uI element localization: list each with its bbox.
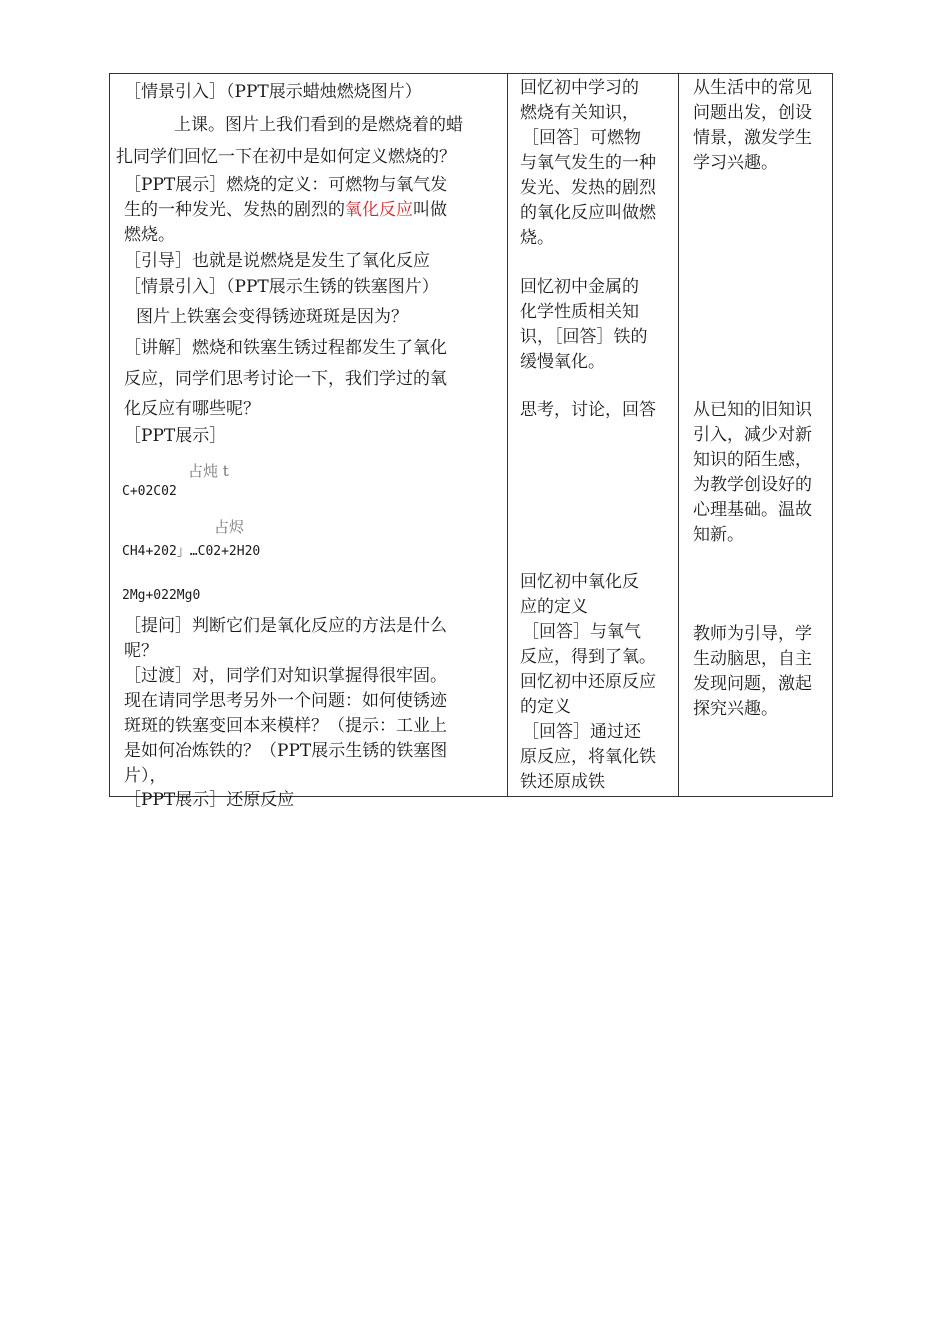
text-line: 化反应有哪些呢？ bbox=[124, 399, 260, 419]
highlight-term: 氧化反应 bbox=[345, 200, 413, 220]
text-line: ［提问］判断它们是氧化反应的方法是什么 bbox=[124, 616, 447, 636]
text-line: 发现问题，激起 bbox=[693, 674, 812, 694]
text-line: 反应，同学们思考讨论一下，我们学过的氧 bbox=[124, 369, 447, 389]
text-line: 反应，得到了氧。 bbox=[520, 647, 656, 667]
teacher-activity-column bbox=[110, 74, 508, 810]
reaction-condition: 占炖 t bbox=[188, 462, 229, 480]
text-line: ［过渡］对，同学们对知识掌握得很牢固。 bbox=[124, 666, 447, 686]
text-line: ［情景引入］（PPT展示生锈的铁塞图片） bbox=[124, 277, 439, 297]
text-line: 回忆初中氧化反 bbox=[520, 572, 639, 592]
text-line: 教师为引导，学 bbox=[693, 624, 812, 644]
text-line: 心理基础。温故 bbox=[693, 500, 812, 520]
chemical-equation: CH4+202」…C02+2H20 bbox=[122, 544, 261, 559]
text-line: 烧。 bbox=[520, 228, 554, 248]
text-line: 现在请同学思考另外一个问题：如何使锈迹 bbox=[124, 691, 447, 711]
chemical-equation: 2Mg+022Mg0 bbox=[122, 588, 201, 603]
text-line: 引入，减少对新 bbox=[693, 425, 812, 445]
text-line: 斑斑的铁塞变回本来模样？（提示：工业上 bbox=[124, 716, 447, 736]
text-line: 思考，讨论，回答 bbox=[520, 400, 656, 420]
text-line: 知识的陌生感， bbox=[693, 450, 812, 470]
text-line: ［引导］也就是说燃烧是发生了氧化反应 bbox=[124, 251, 430, 271]
text-line: ［情景引入］（PPT展示蜡烛燃烧图片） bbox=[124, 82, 422, 102]
text-line: 缓慢氧化。 bbox=[520, 352, 605, 372]
text-line: 呢？ bbox=[124, 641, 158, 661]
text-line: 燃烧有关知识， bbox=[520, 103, 639, 123]
text-line: 扎同学们回忆一下在初中是如何定义燃烧的？ bbox=[116, 147, 456, 167]
text-line: ［PPT展示］ bbox=[124, 426, 227, 446]
text-line: 回忆初中金属的 bbox=[520, 277, 639, 297]
text-line: 为教学创设好的 bbox=[693, 475, 812, 495]
reaction-condition: 占烬 bbox=[214, 518, 245, 536]
text-line: 回忆初中学习的 bbox=[520, 78, 639, 98]
text-line: 燃烧。 bbox=[124, 225, 175, 245]
text-line-clipped: ［PPT展示］还原反应 bbox=[124, 790, 295, 810]
text-line: 探究兴趣。 bbox=[693, 699, 778, 719]
text-line: 上课。图片上我们看到的是燃烧着的蜡 bbox=[174, 115, 463, 135]
text-line: 的氧化反应叫做燃 bbox=[520, 203, 656, 223]
text-line: 从已知的旧知识 bbox=[693, 400, 812, 420]
text-line: 从生活中的常见 bbox=[693, 78, 812, 98]
text-line: 情景，激发学生 bbox=[693, 128, 812, 148]
text-line: 片）， bbox=[124, 766, 167, 786]
text-line: 知新。 bbox=[693, 525, 744, 545]
text-line: ［回答］通过还 bbox=[522, 722, 641, 742]
text-line: 识，［回答］铁的 bbox=[520, 327, 648, 347]
text-line: 是如何冶炼铁的？（PPT展示生锈的铁塞图 bbox=[124, 741, 448, 761]
text-line: 的定义 bbox=[520, 697, 571, 717]
text-line: 发光、发热的剧烈 bbox=[520, 178, 656, 198]
student-activity-column bbox=[508, 74, 679, 796]
design-intent-column bbox=[679, 74, 832, 796]
text-line: 生动脑思，自主 bbox=[693, 649, 812, 669]
text-line: ［回答］可燃物 bbox=[522, 128, 641, 148]
text-line: 原反应，将氧化铁 bbox=[520, 747, 656, 767]
text-line: 生的一种发光、发热的剧烈的氧化反应叫做 bbox=[124, 200, 447, 220]
text-line: 图片上铁塞会变得锈迹斑斑是因为？ bbox=[136, 307, 408, 327]
chemical-equation: C+02C02 bbox=[122, 484, 177, 499]
text-line: ［讲解］燃烧和铁塞生锈过程都发生了氧化 bbox=[124, 338, 447, 358]
text-line: 化学性质相关知 bbox=[520, 302, 639, 322]
text-line: 回忆初中还原反应 bbox=[520, 672, 656, 692]
text-line: 学习兴趣。 bbox=[693, 153, 778, 173]
text-line: ［PPT展示］燃烧的定义：可燃物与氧气发 bbox=[124, 175, 448, 195]
text-line: 应的定义 bbox=[520, 597, 588, 617]
text-line: 铁还原成铁 bbox=[520, 772, 605, 792]
lesson-plan-table bbox=[109, 73, 833, 810]
text-line: ［回答］与氧气 bbox=[522, 622, 641, 642]
text-line: 问题出发，创设 bbox=[693, 103, 812, 123]
text-line: 与氧气发生的一种 bbox=[520, 153, 656, 173]
